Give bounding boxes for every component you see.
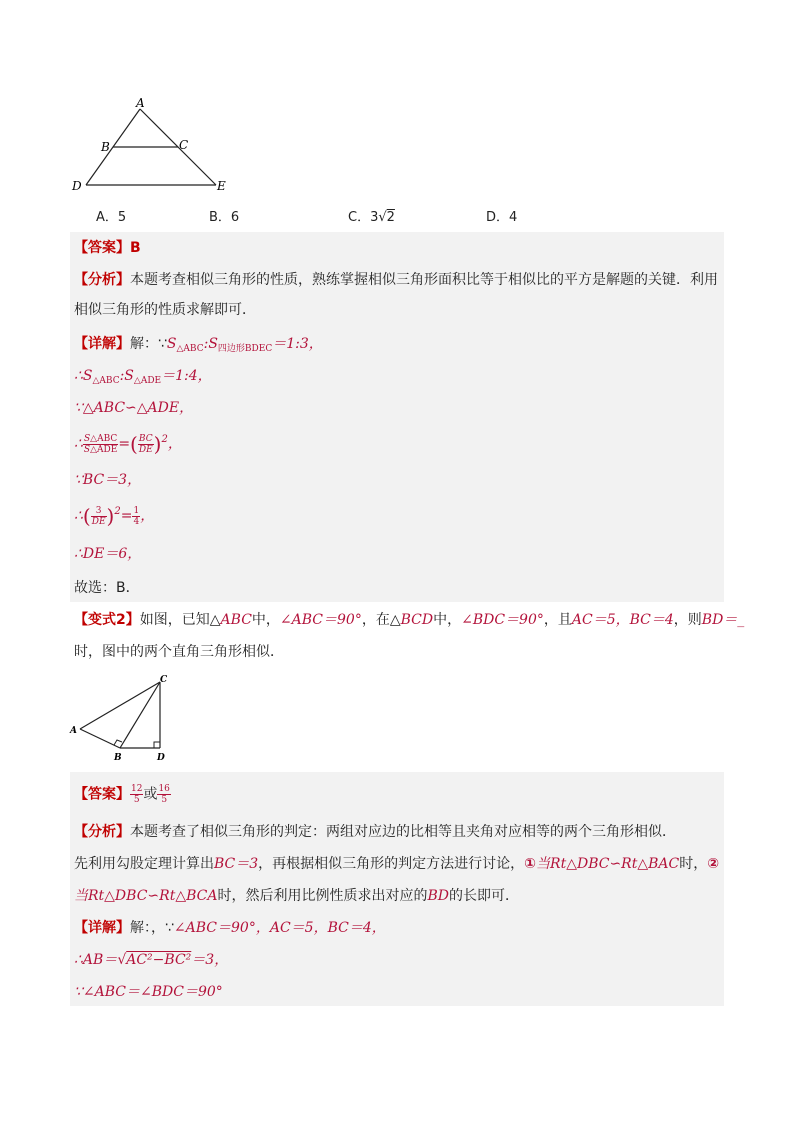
figure-triangle-ade bbox=[66, 94, 236, 198]
analysis2-line-1: 【分析】本题考查了相似三角形的判定：两组对应边的比相等且夹角对应相等的两个三角形相似． bbox=[74, 824, 676, 840]
choice-b: B．6 bbox=[209, 210, 240, 225]
detail2-line-2: ∴AB＝√AC²−BC²＝3， bbox=[74, 952, 229, 968]
solution-block-2 bbox=[70, 772, 724, 1006]
label-d: D bbox=[72, 179, 82, 193]
detail-line-3: ∵△ABC∽△ADE， bbox=[74, 400, 194, 416]
analysis2-line-3: 当Rt△DBC∽Rt△BCA时，然后利用比例性质求出对应的BD的长即可． bbox=[74, 888, 519, 904]
label-e: E bbox=[217, 179, 226, 193]
label-c2: C bbox=[160, 675, 168, 685]
variant2-question-line-1: 【变式2】如图，已知△ABC中，∠ABC＝90°，在△BCD中，∠BDC＝90°，且AC＝5，BC＝4，则BD＝_ bbox=[74, 612, 745, 628]
analysis2-line-2: 先利用勾股定理计算出BC＝3，再根据相似三角形的判定方法进行讨论，①当Rt△DBC∽Rt△BAC时，② bbox=[74, 856, 720, 872]
detail2-line-1: 【详解】解：，∵∠ABC＝90°，AC＝5，BC＝4， bbox=[74, 920, 386, 936]
label-b2: B bbox=[114, 753, 122, 763]
choice-d: D．4 bbox=[486, 210, 518, 225]
detail-line-4: ∴ $\frac{\text{S△ABC}}{\text{S△ADE}}$ =( $\frac{BC}{DE}$ )$^2$， bbox=[74, 432, 182, 456]
label-a2: A bbox=[70, 726, 77, 736]
label-d2: D bbox=[157, 753, 165, 763]
detail-line-5: ∵BC＝3， bbox=[74, 472, 142, 488]
variant2-question-line-2: 时，图中的两个直角三角形相似． bbox=[74, 644, 284, 660]
choice-a: A．5 bbox=[96, 210, 127, 225]
answer-line-2: 【答案】 $\frac{12}{5}$ 或 $\frac{16}{5}$ bbox=[74, 784, 170, 805]
detail-line-2: $\therefore S_{\triangle ABC}:S_{\triangle ADE}=1:4$， bbox=[74, 368, 212, 386]
label-c: C bbox=[179, 138, 189, 152]
choice-c: C．3√2 bbox=[348, 210, 395, 225]
analysis-line-2: 相似三角形的性质求解即可． bbox=[74, 302, 256, 318]
answer-choices bbox=[96, 206, 616, 228]
solution-block-1 bbox=[70, 232, 724, 602]
label-b: B bbox=[101, 140, 110, 154]
label-a: A bbox=[136, 96, 145, 110]
detail-line-7: ∴DE＝6， bbox=[74, 546, 142, 562]
detail2-line-3: ∵∠ABC＝∠BDC＝90° bbox=[74, 984, 223, 1000]
analysis-line-1: 【分析】本题考查相似三角形的性质，熟练掌握相似三角形面积比等于相似比的平方是解题的关键．利用 bbox=[74, 272, 718, 288]
answer-line: 【答案】B bbox=[74, 240, 141, 256]
conclusion-line: 故选：B． bbox=[74, 580, 140, 596]
figure-right-triangles bbox=[66, 672, 186, 764]
detail-line-1: 【详解】解：$\because S_{\triangle ABC}:S_{四边形BDEC}=1:3$， bbox=[74, 336, 323, 354]
detail-line-6: ∴( $\frac{3}{DE}$ )$^2$= $\frac{1}{4}$ ， bbox=[74, 504, 155, 528]
